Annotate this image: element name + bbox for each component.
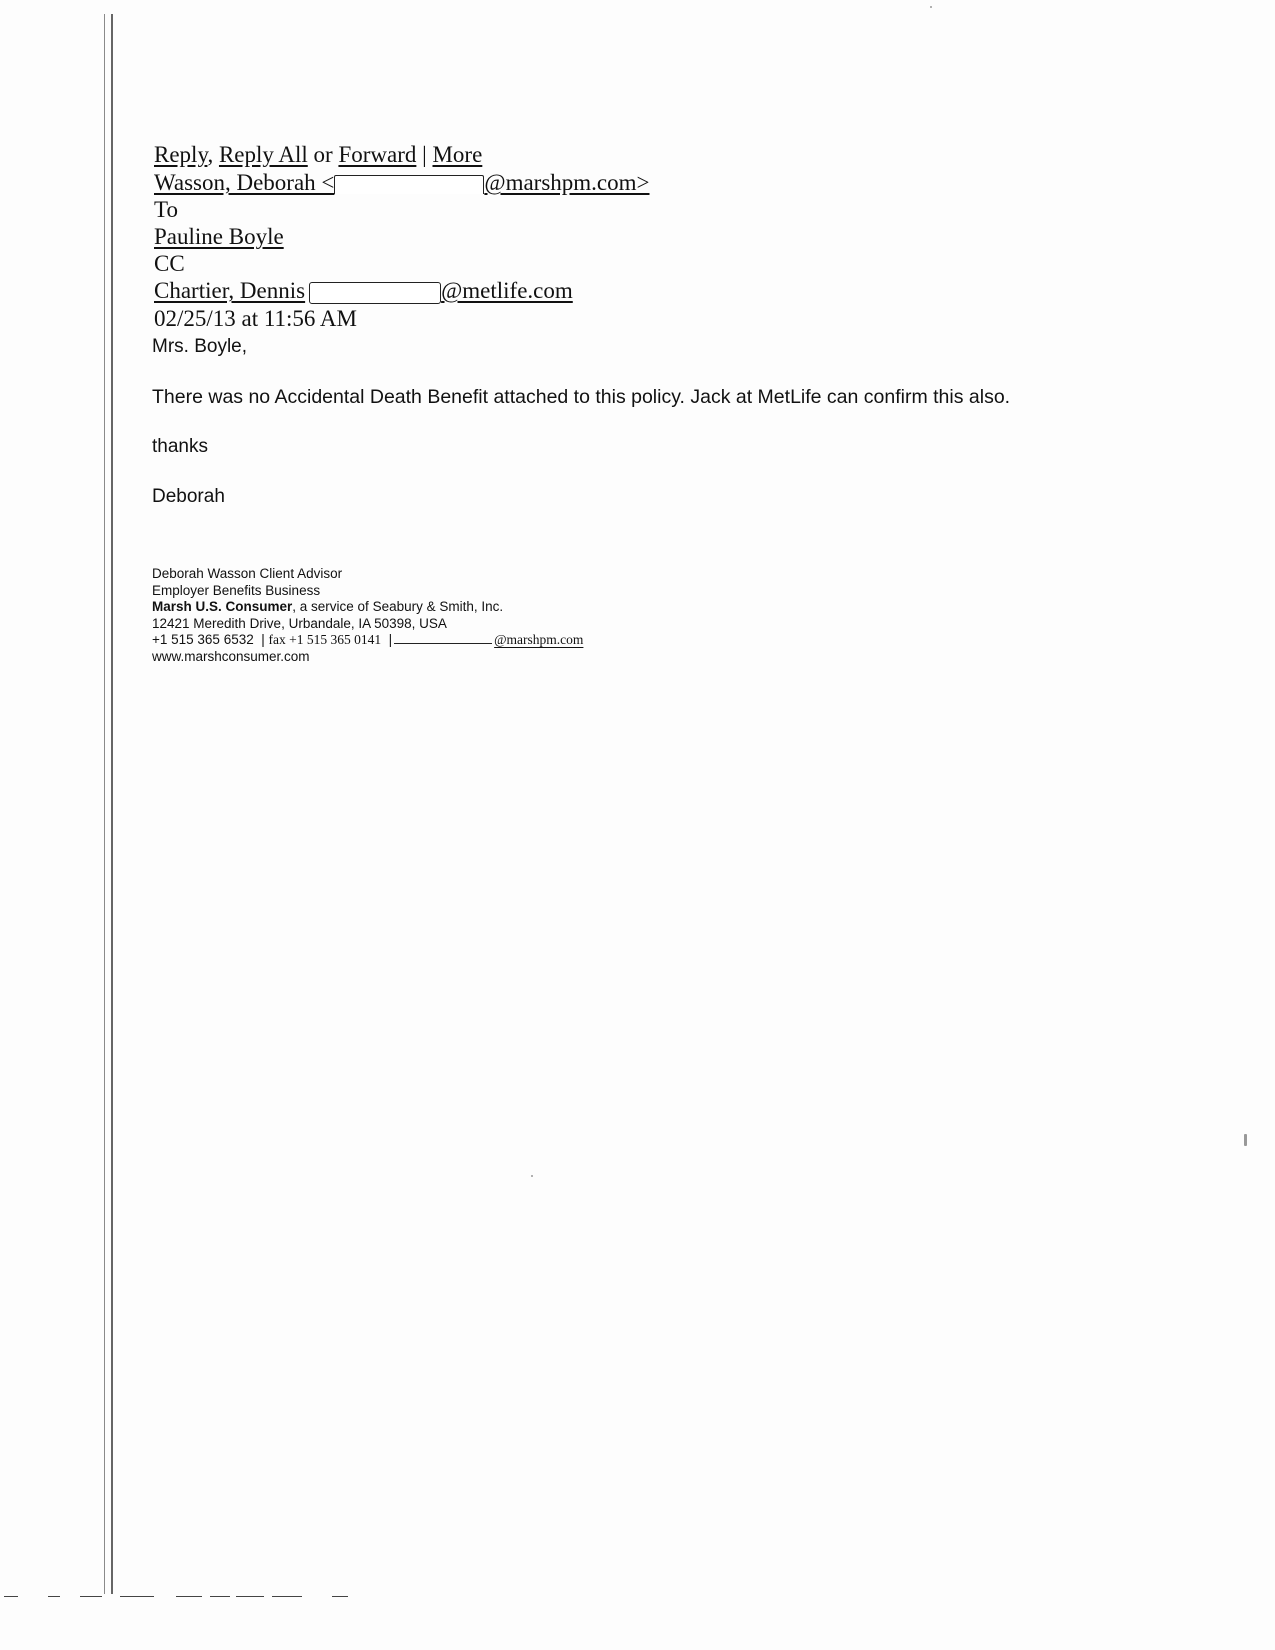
from-domain: @marshpm.com> [484, 170, 650, 195]
cc-recipient[interactable] [154, 278, 573, 304]
redacted-box [334, 175, 484, 194]
binder-line-left [104, 14, 105, 1594]
closing: thanks [152, 436, 208, 457]
signature-email[interactable]: @marshpm.com [494, 632, 584, 647]
signature-fax: fax +1 515 365 0141 [268, 632, 382, 647]
timestamp: 02/25/13 at 11:56 AM [154, 306, 357, 331]
signature-company [152, 599, 583, 616]
pipe-separator: | [422, 142, 427, 167]
or-text: or [313, 142, 333, 167]
to-label: To [154, 197, 178, 222]
to-recipient[interactable]: Pauline Boyle [154, 224, 284, 249]
cc-name: Chartier, Dennis [154, 278, 306, 303]
signature-contact: +1 515 365 6532 | fax +1 515 365 0141 | @marshpm.com [152, 632, 584, 647]
bottom-scan-marks [0, 1596, 360, 1598]
company-name: Marsh U.S. Consumer [152, 599, 293, 614]
signature-department: Employer Benefits Business [152, 582, 321, 598]
from-address[interactable] [154, 170, 650, 196]
signature-phone: +1 515 365 6532 [152, 632, 254, 647]
company-desc: , a service of Seabury & Smith, Inc. [292, 599, 504, 614]
cc-domain: @metlife.com [441, 278, 573, 303]
more-link[interactable]: More [432, 142, 483, 167]
separator: , [207, 142, 214, 167]
sender-name: Deborah [152, 486, 225, 507]
message-body: There was no Accidental Death Benefit attached to this policy. Jack at MetLife can confirm this also. [152, 386, 1011, 408]
redacted-blank [394, 643, 492, 644]
forward-link[interactable]: Forward [338, 142, 417, 167]
signature-block [152, 566, 583, 665]
reply-link[interactable]: Reply [154, 142, 208, 167]
signature-title: Deborah Wasson Client Advisor [152, 566, 343, 581]
from-name: Wasson, Deborah < [154, 170, 335, 195]
binder-line-right [111, 14, 113, 1594]
cc-label: CC [154, 251, 185, 276]
signature-address: 12421 Meredith Drive, Urbandale, IA 50398, USA [152, 615, 447, 631]
scan-speck [531, 1175, 533, 1177]
signature-website[interactable]: www.marshconsumer.com [152, 648, 310, 664]
scan-speck [1244, 1134, 1247, 1146]
redacted-box [309, 282, 441, 304]
greeting: Mrs. Boyle, [152, 336, 248, 357]
email-actions-row [154, 142, 482, 168]
reply-all-link[interactable]: Reply All [218, 142, 308, 167]
scan-speck [930, 6, 932, 8]
